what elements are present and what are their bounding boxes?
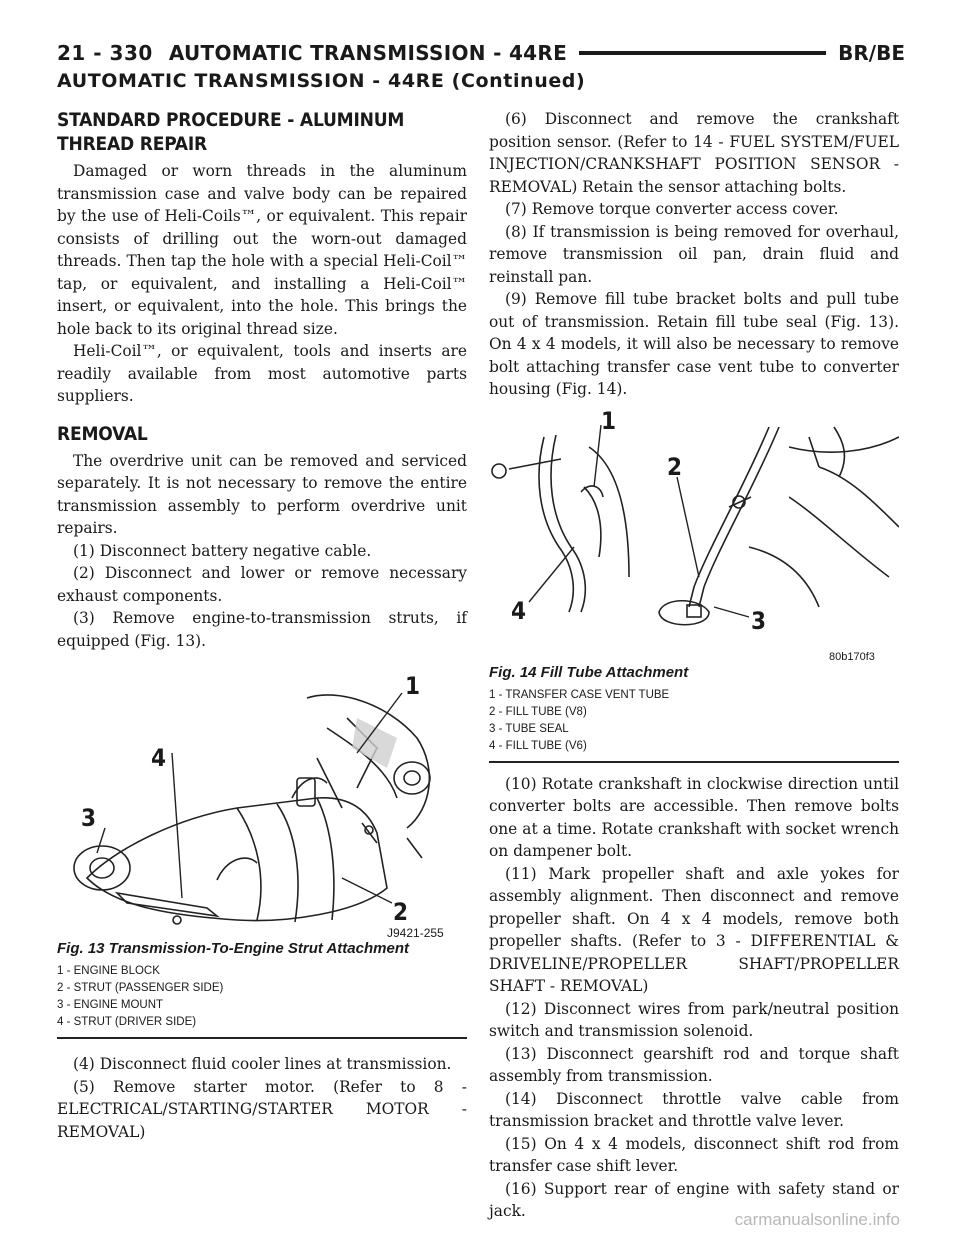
fig13-callout-4: 4 (151, 744, 167, 772)
fig14-legend-3: 3 - TUBE SEAL (489, 722, 569, 735)
fig14-image-code: 80b170f3 (829, 650, 875, 663)
fig13-image-code: J9421-255 (387, 926, 444, 940)
fig14-caption: Fig. 14 Fill Tube Attachment (489, 663, 689, 681)
step-12: (12) Disconnect wires from park/neutral position switch and transmission solenoid. (489, 999, 899, 1040)
fig14-legend-4: 4 - FILL TUBE (V6) (489, 739, 587, 752)
fig13-callout-2: 2 (393, 898, 409, 926)
thread-repair-heading: STANDARD PROCEDURE - ALUMINUM THREAD REPAIR (57, 109, 405, 155)
right-column (489, 108, 899, 1223)
thread-repair-paragraph-2: Heli-Coil™, or equivalent, tools and inserts are readily available from most automotive parts suppliers. (57, 342, 467, 405)
fig14-callout-2: 2 (667, 452, 683, 481)
step-6: (6) Disconnect and remove the crankshaft position sensor. (Refer to 14 - FUEL SYSTEM/FUEL INJECTION/CRANKSHAFT POSITION SENSOR - REMOVAL) Retain the sensor attaching bolts. (489, 110, 899, 196)
figure-13-illustration (57, 658, 467, 938)
step-7: (7) Remove torque converter access cover. (505, 200, 839, 218)
fig13-legend-2: 2 - STRUT (PASSENGER SIDE) (57, 982, 224, 994)
step-16: (16) Support rear of engine with safety stand or jack. (489, 1179, 899, 1220)
removal-paragraph: The overdrive unit can be removed and serviced separately. It is not necessary to remove the entire transmission assembly to perform overdrive unit repairs. (57, 451, 467, 537)
step-2: (2) Disconnect and lower or remove necessary exhaust components. (57, 564, 467, 605)
step-9: (9) Remove fill tube bracket bolts and pull tube out of transmission. Retain fill tube seal (Fig. 13). On 4 x 4 models, it will also be necessary to remove bolt attaching transfer case vent tube to converter housing (Fig. 14). (489, 290, 899, 398)
figure-13 (57, 658, 467, 1039)
step-3: (3) Remove engine-to-transmission struts, if equipped (Fig. 13). (57, 609, 467, 650)
removal-heading: REMOVAL (57, 422, 148, 445)
fig14-callout-4: 4 (511, 596, 527, 625)
page-number: 21 - 330 (57, 41, 153, 65)
page-header (57, 41, 905, 92)
header-rule (579, 51, 826, 55)
fig14-callout-3: 3 (751, 606, 767, 635)
fig13-legend-1: 1 - ENGINE BLOCK (57, 965, 160, 977)
figure-14 (489, 407, 899, 763)
watermark: carmanualsonline.info (734, 1210, 900, 1229)
fig13-legend-3: 3 - ENGINE MOUNT (57, 999, 164, 1011)
thread-repair-paragraph-1: Damaged or worn threads in the aluminum transmission case and valve body can be repaired by the use of Heli-Coils™, or equivalent. This repair consists of drilling out the worn-out damaged threads. Then tap the hole with a special Heli-Coil™ tap, or equivalent, and installing a Heli-Coil™ insert, or equivalent, into the hole. This brings the hole back to its original thread size. (57, 162, 467, 338)
step-4: (4) Disconnect fluid cooler lines at transmission. (73, 1055, 452, 1073)
fig14-legend-1: 1 - TRANSFER CASE VENT TUBE (489, 688, 670, 701)
fig13-callout-3: 3 (81, 804, 97, 832)
step-11: (11) Mark propeller shaft and axle yokes for assembly alignment. Then disconnect and remove propeller shaft. On 4 x 4 models, remove both propeller shafts. (Refer to 3 - DIFFERENTIAL & DRIVELINE/PROPELLER SHAFT/PROPELLER SHAFT - REMOVAL) (489, 864, 899, 995)
fig13-legend-4: 4 - STRUT (DRIVER SIDE) (57, 1016, 197, 1028)
step-15: (15) On 4 x 4 models, disconnect shift rod from transfer case shift lever. (489, 1134, 899, 1175)
step-14: (14) Disconnect throttle valve cable from transmission bracket and throttle valve lever. (489, 1089, 899, 1130)
fig14-legend-2: 2 - FILL TUBE (V8) (489, 705, 587, 718)
step-1: (1) Disconnect battery negative cable. (73, 541, 372, 560)
fig13-caption: Fig. 13 Transmission-To-Engine Strut Attachment (57, 940, 409, 957)
step-5: (5) Remove starter motor. (Refer to 8 - ELECTRICAL/STARTING/STARTER MOTOR - REMOVAL) (57, 1077, 467, 1141)
left-column (57, 108, 467, 1143)
continued-title: AUTOMATIC TRANSMISSION - 44RE (Continued) (57, 70, 586, 92)
step-10: (10) Rotate crankshaft in clockwise direction until converter bolts are accessible. Then remove bolts one at a time. Rotate crankshaft with socket wrench on dampener bolt. (489, 774, 899, 860)
step-13: (13) Disconnect gearshift rod and torque shaft assembly from transmission. (489, 1044, 899, 1085)
header-model: BR/BE (838, 41, 905, 65)
fig14-callout-1: 1 (601, 406, 617, 435)
figure-14-illustration (489, 407, 899, 662)
fig13-callout-1: 1 (405, 672, 421, 700)
step-8: (8) If transmission is being removed for overhaul, remove transmission oil pan, drain fluid and reinstall pan. (489, 222, 899, 286)
header-title: AUTOMATIC TRANSMISSION - 44RE (168, 41, 568, 65)
